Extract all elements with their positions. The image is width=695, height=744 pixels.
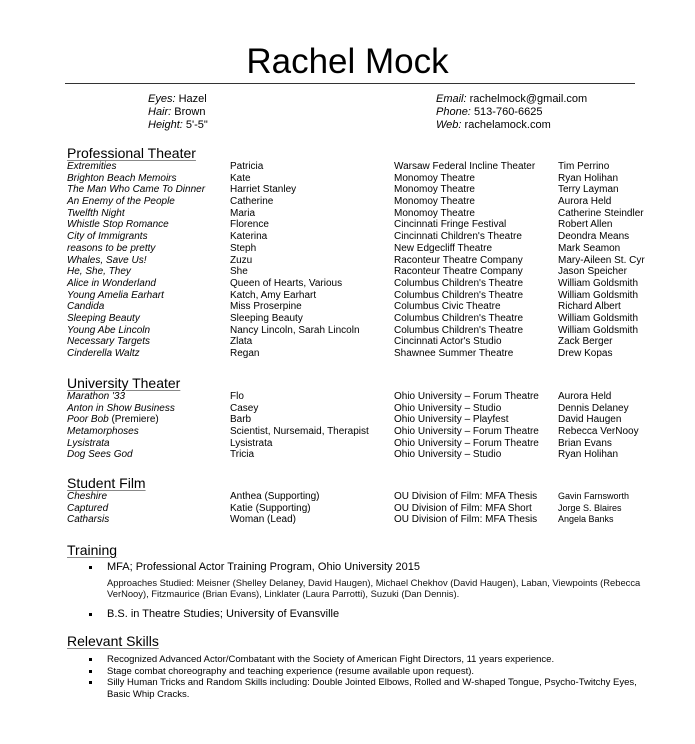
director: Terry Layman: [558, 184, 619, 196]
bullet-icon: [89, 566, 92, 569]
show-title: [67, 491, 107, 503]
show-title-text: Whales, Save Us!: [67, 254, 147, 266]
show-title-text: Young Abe Lincoln: [67, 324, 151, 336]
director: Ryan Holihan: [558, 449, 619, 461]
show-title-text: Cheshire: [67, 491, 108, 502]
director: Mark Seamon: [558, 242, 621, 254]
venue: Raconteur Theatre Company: [394, 266, 523, 278]
role: Regan: [230, 348, 260, 359]
credit-row: [67, 503, 687, 515]
web-line: [436, 119, 587, 132]
professional-theater-heading: Professional Theater: [67, 145, 196, 161]
director: Jorge S. Blaires: [558, 502, 622, 513]
role: Nancy Lincoln, Sarah Lincoln: [230, 324, 360, 336]
training-degree: B.S. in Theatre Studies; University of Evansville: [107, 607, 340, 620]
student-film-table: [67, 491, 687, 526]
show-title-text: He, She, They: [67, 266, 131, 278]
phone-label: Phone:: [436, 105, 471, 118]
role: Kate: [230, 172, 251, 184]
skill-text: Silly Human Tricks and Random Skills including: Double Jointed Elbows, Rolled and W-shaped Tongue, Psycho-Twitchy Eyes, Basic Whip Cracks.: [107, 677, 637, 700]
role: Tricia: [230, 449, 255, 461]
credit-row: [67, 414, 687, 426]
director: Ryan Holihan: [558, 172, 619, 184]
director: Drew Kopas: [558, 348, 613, 359]
venue: Warsaw Federal Incline Theater: [394, 161, 536, 172]
skill-item: [87, 666, 647, 678]
show-title: [67, 514, 109, 526]
show-title-text: Candida: [67, 301, 105, 313]
show-title: [67, 403, 175, 415]
show-title: [67, 348, 140, 360]
header-divider: [65, 83, 635, 84]
credit-row: [67, 491, 687, 503]
bullet-icon: [89, 613, 92, 616]
director: Tim Perrino: [558, 161, 610, 172]
student-film-heading: Student Film: [67, 475, 146, 491]
phone-line: [436, 106, 587, 119]
web-label: Web:: [436, 119, 462, 132]
director: Gavin Farnsworth: [558, 491, 630, 501]
venue: OU Division of Film: MFA Short: [394, 502, 532, 514]
role: Anthea (Supporting): [230, 491, 320, 502]
show-title: [67, 208, 125, 220]
show-title: [67, 325, 150, 337]
director: Richard Albert: [558, 301, 621, 313]
venue: Shawnee Summer Theatre: [394, 348, 514, 359]
director: Aurora Held: [558, 196, 612, 208]
director: David Haugen: [558, 414, 622, 426]
role: Florence: [230, 219, 269, 231]
role: Flo: [230, 391, 244, 402]
training-item: [87, 561, 647, 600]
show-title-text: Lysistrata: [67, 437, 110, 449]
credit-row: [67, 403, 687, 415]
contact-info: [436, 93, 587, 132]
eyes-line: [148, 93, 208, 106]
training-degree: MFA; Professional Actor Training Program, Ohio University 2015: [107, 561, 421, 573]
venue: OU Division of Film: MFA Thesis: [394, 491, 538, 502]
training-approaches: Approaches Studied: Meisner (Shelley Delaney, David Haugen), Michael Chekhov (David Haugen), Laban, Viewpoints (Rebecca VerNooy), Fitzmaurice (Brian Evans), Linklater (Laura Parrotti), Suzuki (Dan Dennis).: [107, 577, 641, 600]
show-title: [67, 414, 159, 426]
eyes-label: Eyes:: [148, 93, 176, 105]
relevant-skills-heading: Relevant Skills: [67, 633, 159, 649]
email-label: Email:: [436, 93, 467, 105]
role: Zlata: [230, 336, 253, 348]
venue: Ohio University – Studio: [394, 449, 502, 461]
credit-row: [67, 208, 687, 220]
director: Jason Speicher: [558, 266, 627, 278]
venue: Monomoy Theatre: [394, 184, 475, 196]
credit-row: [67, 449, 687, 461]
show-title-text: Cinderella Waltz: [67, 348, 140, 359]
credit-row: [67, 348, 687, 360]
credit-row: [67, 231, 687, 243]
eyes-value: Hazel: [178, 93, 207, 105]
role: Queen of Hearts, Various: [230, 277, 343, 289]
credit-row: [67, 219, 687, 231]
venue: Columbus Children's Theatre: [394, 312, 524, 324]
credit-row: [67, 301, 687, 313]
show-title-text: City of Immigrants: [67, 231, 148, 243]
show-title-text: Alice in Wonderland: [67, 277, 156, 289]
show-title: [67, 243, 155, 255]
venue: New Edgecliff Theatre: [394, 242, 493, 254]
venue: Columbus Children's Theatre: [394, 324, 524, 336]
venue: Monomoy Theatre: [394, 172, 475, 184]
credit-row: [67, 426, 687, 438]
show-title: [67, 426, 139, 438]
credit-row: [67, 313, 687, 325]
email-line: [436, 93, 587, 106]
show-title: [67, 278, 156, 290]
credit-row: [67, 266, 687, 278]
show-title-text: reasons to be pretty: [67, 242, 156, 254]
role: Sleeping Beauty: [230, 312, 303, 324]
show-title: [67, 231, 148, 243]
venue: Monomoy Theatre: [394, 196, 475, 208]
show-title-text: Captured: [67, 502, 109, 514]
venue: Ohio University – Studio: [394, 402, 502, 414]
venue: Cincinnati Fringe Festival: [394, 219, 507, 231]
university-theater-table: [67, 391, 687, 461]
skills-list: [87, 654, 647, 700]
show-title-text: Marathon '33: [67, 391, 126, 402]
role: Zuzu: [230, 254, 253, 266]
hair-value: Brown: [174, 105, 206, 118]
bullet-icon: [89, 681, 92, 684]
show-title: [67, 290, 164, 302]
show-title-text: Dog Sees God: [67, 449, 133, 461]
professional-theater-table: [67, 161, 687, 360]
height-line: [148, 119, 208, 132]
director: Catherine Steindler: [558, 207, 644, 219]
director: William Goldsmith: [558, 277, 639, 289]
height-value: 5'-5": [185, 119, 208, 132]
credit-row: [67, 290, 687, 302]
role: Katie (Supporting): [230, 502, 311, 514]
show-title: [67, 255, 146, 267]
personal-info: [148, 93, 208, 132]
height-label: Height:: [148, 119, 183, 132]
director: Angela Banks: [558, 514, 614, 525]
venue: Monomoy Theatre: [394, 207, 475, 219]
skill-text: Recognized Advanced Actor/Combatant with the Society of American Fight Directors, 11 years experience.: [107, 654, 555, 665]
credit-row: [67, 278, 687, 290]
show-title-text: Necessary Targets: [67, 336, 150, 348]
venue: Cincinnati Children's Theatre: [394, 231, 522, 243]
show-title: [67, 184, 205, 196]
venue: Columbus Civic Theatre: [394, 301, 501, 313]
director: Robert Allen: [558, 219, 613, 231]
show-title-text: Catharsis: [67, 514, 110, 526]
credit-row: [67, 161, 687, 173]
show-title-text: The Man Who Came To Dinner: [67, 184, 206, 196]
credit-row: [67, 243, 687, 255]
show-title: [67, 503, 108, 515]
director: Deondra Means: [558, 231, 630, 243]
web-value[interactable]: rachelamock.com: [464, 119, 551, 132]
director: William Goldsmith: [558, 289, 639, 301]
email-value[interactable]: rachelmock@gmail.com: [469, 93, 588, 105]
show-title: [67, 449, 133, 461]
show-title-text: Young Amelia Earhart: [67, 289, 164, 301]
show-title: [67, 391, 125, 403]
credit-row: [67, 336, 687, 348]
role: Woman (Lead): [230, 514, 296, 526]
director: Zack Berger: [558, 336, 613, 348]
venue: Ohio University – Forum Theatre: [394, 426, 539, 438]
show-title: [67, 313, 140, 325]
skill-text: Stage combat choreography and teaching experience (resume available upon request).: [107, 665, 475, 677]
director: Dennis Delaney: [558, 402, 629, 414]
role: Harriet Stanley: [230, 184, 297, 196]
show-title: [67, 266, 131, 278]
venue: OU Division of Film: MFA Thesis: [394, 514, 538, 526]
venue: Ohio University – Forum Theatre: [394, 437, 539, 449]
bullet-icon: [89, 670, 92, 673]
venue: Cincinnati Actor's Studio: [394, 336, 502, 348]
show-title-text: Twelfth Night: [67, 207, 125, 219]
role: Casey: [230, 402, 259, 414]
skill-item: [87, 677, 647, 700]
role: Katerina: [230, 231, 268, 243]
credit-row: [67, 173, 687, 185]
role: She: [230, 266, 248, 278]
credit-row: [67, 255, 687, 267]
show-title: [67, 196, 175, 208]
show-title-text: Poor Bob: [67, 414, 109, 426]
show-note: (Premiere): [108, 414, 159, 426]
venue: Columbus Children's Theatre: [394, 277, 524, 289]
director: Rebecca VerNooy: [558, 426, 639, 438]
resume-name: Rachel Mock: [246, 42, 449, 81]
role: Maria: [230, 207, 256, 219]
role: Miss Proserpine: [230, 301, 302, 313]
show-title: [67, 173, 177, 185]
hair-line: [148, 106, 208, 119]
credit-row: [67, 391, 687, 403]
role: Lysistrata: [230, 437, 273, 449]
show-title-text: Extremities: [67, 161, 117, 172]
show-title: [67, 438, 110, 450]
training-item: [87, 608, 647, 621]
director: Mary-Aileen St. Cyr: [558, 254, 645, 266]
show-title: [67, 161, 116, 173]
role: Scientist, Nursemaid, Therapist: [230, 426, 369, 438]
role: Barb: [230, 414, 252, 426]
show-title-text: An Enemy of the People: [67, 196, 175, 208]
credit-row: [67, 184, 687, 196]
show-title-text: Whistle Stop Romance: [67, 219, 169, 231]
skill-item: [87, 654, 647, 666]
credit-row: [67, 514, 687, 526]
training-heading: Training: [67, 542, 118, 558]
phone-value: 513-760-6625: [473, 105, 543, 118]
show-title-text: Anton in Show Business: [67, 402, 175, 414]
director: William Goldsmith: [558, 312, 639, 324]
bullet-icon: [89, 658, 92, 661]
venue: Ohio University – Forum Theatre: [394, 391, 539, 402]
show-title-text: Brighton Beach Memoirs: [67, 172, 177, 184]
role: Katch, Amy Earhart: [230, 289, 317, 301]
credit-row: [67, 196, 687, 208]
venue: Raconteur Theatre Company: [394, 254, 523, 266]
director: Aurora Held: [558, 391, 612, 402]
university-theater-heading: University Theater: [67, 375, 181, 391]
credit-row: [67, 438, 687, 450]
director: William Goldsmith: [558, 324, 639, 336]
show-title-text: Sleeping Beauty: [67, 312, 140, 324]
show-title: [67, 336, 150, 348]
training-list: [87, 561, 647, 621]
director: Brian Evans: [558, 437, 612, 449]
show-title-text: Metamorphoses: [67, 426, 139, 438]
role: Patricia: [230, 161, 264, 172]
show-title: [67, 219, 169, 231]
hair-label: Hair:: [148, 105, 172, 118]
role: Catherine: [230, 196, 274, 208]
venue: Ohio University – Playfest: [394, 414, 509, 426]
show-title: [67, 301, 104, 313]
venue: Columbus Children's Theatre: [394, 289, 524, 301]
role: Steph: [230, 242, 257, 254]
credit-row: [67, 325, 687, 337]
